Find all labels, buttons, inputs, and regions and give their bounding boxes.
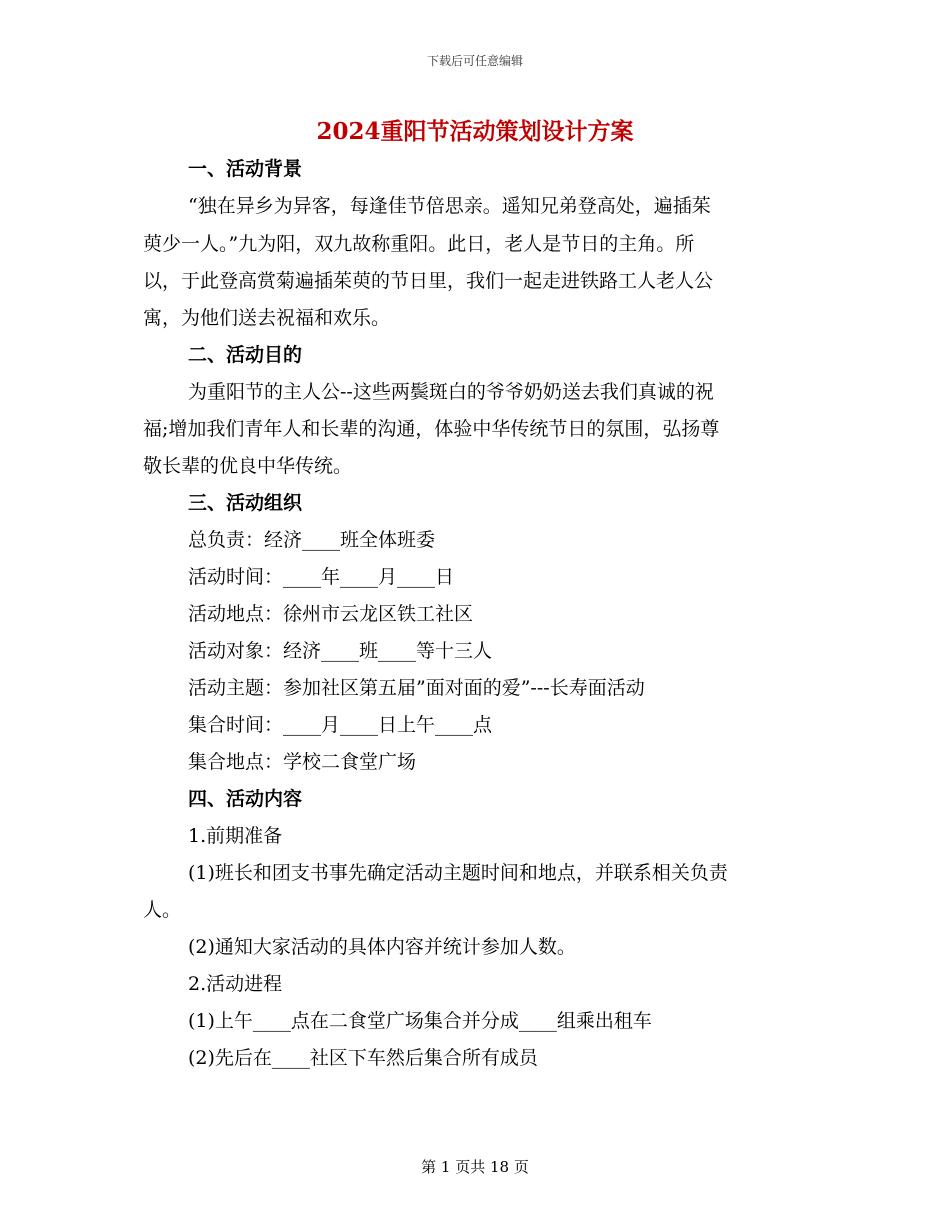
content-item: (2)通知大家活动的具体内容并统计参加人数。 <box>188 936 576 958</box>
heading-organization: 三、活动组织 <box>188 492 303 514</box>
page-footer: 第 1 页共 18 页 <box>421 1158 529 1176</box>
content-item: (1)上午____点在二食堂广场集合并分成____组乘出租车 <box>188 1010 652 1032</box>
paragraph-line: 敬长辈的优良中华传统。 <box>143 455 353 477</box>
paragraph-line: 福;增加我们青年人和长辈的沟通，体验中华传统节日的氛围，弘扬尊 <box>143 418 720 440</box>
organization-item: 活动主题：参加社区第五届”面对面的爱”---长寿面活动 <box>188 677 645 699</box>
paragraph-line: 为重阳节的主人公--这些两鬓斑白的爷爷奶奶送去我们真诚的祝 <box>188 381 714 403</box>
document-title: 2024重阳节活动策划设计方案 <box>316 118 634 145</box>
content-item: 人。 <box>143 899 182 921</box>
paragraph-line: “独在异乡为异客，每逢佳节倍思亲。遥知兄弟登高处，遍插茱 <box>188 195 711 217</box>
paragraph-line: 以，于此登高赏菊遍插茱萸的节日里，我们一起走进铁路工人老人公 <box>143 270 714 292</box>
organization-item: 活动对象：经济____班____等十三人 <box>188 640 493 662</box>
content-subheading: 2.活动进程 <box>188 973 283 995</box>
organization-item: 集合时间：____月____日上午____点 <box>188 714 493 736</box>
content-item: (2)先后在____社区下车然后集合所有成员 <box>188 1047 538 1069</box>
heading-background: 一、活动背景 <box>188 158 303 180</box>
organization-item: 活动时间：____年____月____日 <box>188 566 455 588</box>
organization-item: 总负责：经济____班全体班委 <box>188 529 436 551</box>
heading-content: 四、活动内容 <box>188 788 303 810</box>
content-subheading: 1.前期准备 <box>188 825 283 847</box>
organization-item: 集合地点：学校二食堂广场 <box>188 751 417 773</box>
paragraph-line: 萸少一人。”九为阳，双九故称重阳。此日，老人是节日的主角。所 <box>143 233 695 255</box>
content-item: (1)班长和团支书事先确定活动主题时间和地点，并联系相关负责 <box>188 862 728 884</box>
page-header: 下载后可任意编辑 <box>426 54 523 68</box>
organization-item: 活动地点：徐州市云龙区铁工社区 <box>188 603 474 625</box>
heading-purpose: 二、活动目的 <box>188 344 303 366</box>
paragraph-line: 寓，为他们送去祝福和欢乐。 <box>143 307 391 329</box>
